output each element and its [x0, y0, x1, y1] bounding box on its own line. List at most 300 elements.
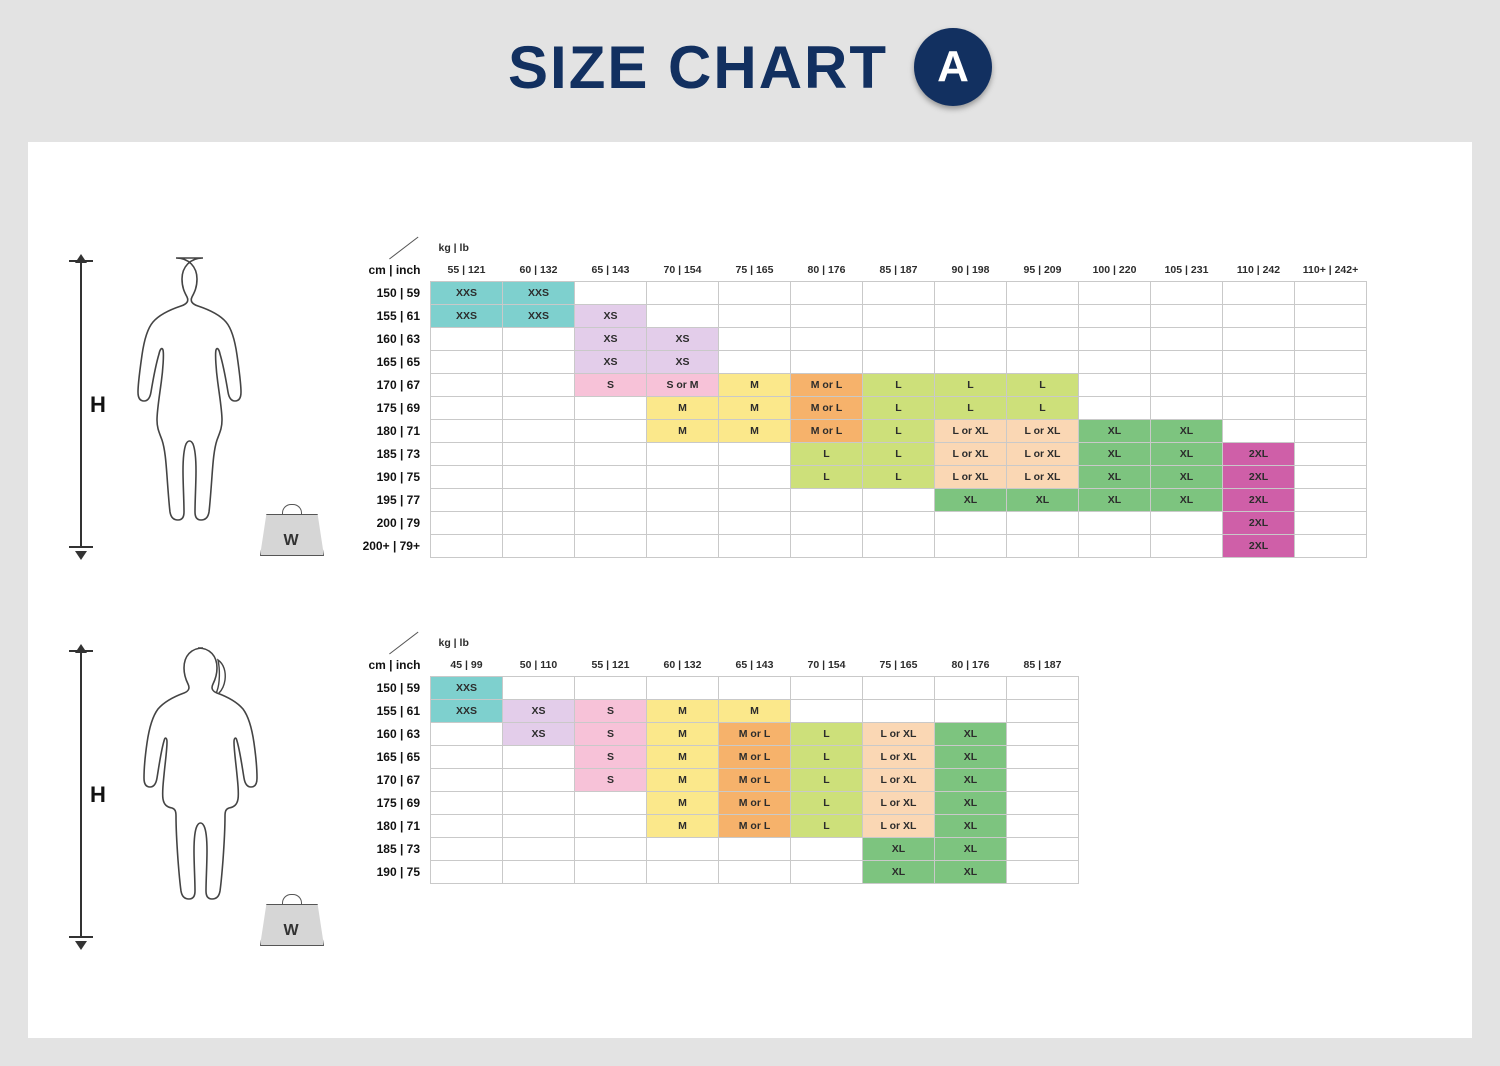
empty-cell — [935, 351, 1007, 374]
empty-cell — [719, 512, 791, 535]
empty-cell — [1007, 815, 1079, 838]
empty-cell — [1295, 305, 1367, 328]
empty-cell — [1151, 397, 1223, 420]
size-cell: M — [719, 397, 791, 420]
empty-cell — [1151, 328, 1223, 351]
size-cell: L — [863, 443, 935, 466]
empty-cell — [863, 305, 935, 328]
size-cell: M or L — [719, 769, 791, 792]
size-cell: M — [647, 397, 719, 420]
size-cell: L or XL — [863, 769, 935, 792]
size-cell: L or XL — [1007, 443, 1079, 466]
empty-cell — [647, 838, 719, 861]
size-cell: XL — [1079, 466, 1151, 489]
empty-cell — [1007, 677, 1079, 700]
empty-cell — [719, 489, 791, 512]
column-header-7: 80 | 176 — [951, 659, 990, 671]
empty-cell — [1151, 535, 1223, 558]
empty-cell — [1223, 305, 1295, 328]
empty-cell — [1295, 282, 1367, 305]
size-cell: XL — [1079, 443, 1151, 466]
table-row — [328, 723, 1079, 746]
size-cell: M — [647, 700, 719, 723]
table-row — [328, 420, 1367, 443]
empty-cell — [1007, 769, 1079, 792]
size-cell: L or XL — [863, 792, 935, 815]
empty-cell — [1151, 512, 1223, 535]
page-title: SIZE CHART — [508, 33, 888, 101]
empty-cell — [1295, 351, 1367, 374]
size-cell: XXS — [431, 282, 503, 305]
size-cell: XS — [575, 305, 647, 328]
column-header-2: 55 | 121 — [591, 659, 630, 671]
empty-cell — [503, 489, 575, 512]
empty-cell — [791, 861, 863, 884]
row-header-7: 185 | 73 — [376, 447, 420, 461]
empty-cell — [1007, 792, 1079, 815]
row-header-8: 190 | 75 — [376, 865, 420, 879]
size-cell: XXS — [431, 305, 503, 328]
size-cell: L — [863, 420, 935, 443]
size-cell: 2XL — [1223, 443, 1295, 466]
empty-cell — [1295, 328, 1367, 351]
size-cell: M or L — [791, 420, 863, 443]
size-cell: XL — [1151, 443, 1223, 466]
table-row — [328, 861, 1079, 884]
size-cell: XL — [935, 838, 1007, 861]
empty-cell — [1007, 512, 1079, 535]
size-cell: 2XL — [1223, 535, 1295, 558]
size-cell: XL — [935, 746, 1007, 769]
table-row — [328, 535, 1367, 558]
size-cell: L — [863, 466, 935, 489]
empty-cell — [431, 746, 503, 769]
empty-cell — [431, 397, 503, 420]
size-cell: S — [575, 700, 647, 723]
empty-cell — [1295, 535, 1367, 558]
size-cell: 2XL — [1223, 489, 1295, 512]
empty-cell — [431, 489, 503, 512]
empty-cell — [575, 282, 647, 305]
empty-cell — [647, 535, 719, 558]
size-cell: XL — [935, 769, 1007, 792]
size-cell: XL — [863, 861, 935, 884]
empty-cell — [575, 838, 647, 861]
size-cell: XS — [575, 351, 647, 374]
womens-size-table-wrap — [328, 632, 1079, 884]
size-cell: M — [647, 792, 719, 815]
row-header-9: 195 | 77 — [376, 493, 420, 507]
empty-cell — [1295, 489, 1367, 512]
size-cell: S — [575, 769, 647, 792]
empty-cell — [935, 535, 1007, 558]
empty-cell — [1007, 838, 1079, 861]
row-header-2: 160 | 63 — [376, 727, 420, 741]
empty-cell — [503, 792, 575, 815]
empty-cell — [575, 535, 647, 558]
empty-cell — [503, 351, 575, 374]
empty-cell — [935, 512, 1007, 535]
size-cell: M or L — [719, 746, 791, 769]
size-cell: L — [863, 397, 935, 420]
empty-cell — [503, 838, 575, 861]
empty-cell — [431, 374, 503, 397]
male-silhouette-icon — [128, 252, 278, 552]
mens-size-table — [328, 237, 1367, 558]
empty-cell — [575, 861, 647, 884]
size-cell: XXS — [503, 282, 575, 305]
empty-cell — [1223, 282, 1295, 305]
weight-label-female: W — [283, 922, 299, 939]
table-row — [328, 305, 1367, 328]
size-cell: L or XL — [935, 420, 1007, 443]
y-axis-unit-label: cm | inch — [368, 263, 421, 278]
empty-cell — [791, 282, 863, 305]
column-header-10: 105 | 231 — [1164, 264, 1209, 276]
column-header-2: 65 | 143 — [591, 264, 630, 276]
empty-cell — [575, 420, 647, 443]
empty-cell — [647, 489, 719, 512]
size-cell: XL — [935, 723, 1007, 746]
column-header-11: 110 | 242 — [1236, 264, 1281, 276]
empty-cell — [1007, 305, 1079, 328]
size-cell: M — [647, 420, 719, 443]
empty-cell — [863, 328, 935, 351]
empty-cell — [647, 677, 719, 700]
unit-header-row — [328, 632, 1079, 654]
empty-cell — [1223, 351, 1295, 374]
size-cell: L — [863, 374, 935, 397]
empty-cell — [1007, 861, 1079, 884]
empty-cell — [1223, 374, 1295, 397]
empty-cell — [1151, 305, 1223, 328]
axis-corner — [328, 237, 431, 259]
size-cell: S — [575, 723, 647, 746]
size-cell: M or L — [791, 397, 863, 420]
row-header-1: 155 | 61 — [376, 309, 420, 323]
empty-cell — [503, 512, 575, 535]
empty-cell — [1007, 328, 1079, 351]
empty-cell — [1151, 351, 1223, 374]
x-axis-unit-label: kg | lb — [438, 242, 469, 254]
empty-cell — [791, 838, 863, 861]
y-axis-unit-label: cm | inch — [368, 658, 421, 673]
empty-cell — [1079, 535, 1151, 558]
empty-cell — [1007, 282, 1079, 305]
x-axis-unit-label: kg | lb — [438, 637, 469, 649]
height-arrow-up-male — [75, 254, 87, 263]
row-header-5: 175 | 69 — [376, 796, 420, 810]
empty-cell — [935, 700, 1007, 723]
height-axis-male — [80, 260, 82, 548]
column-header-9: 100 | 220 — [1092, 264, 1137, 276]
empty-cell — [935, 328, 1007, 351]
size-cell: S — [575, 374, 647, 397]
male-figure-block — [68, 252, 328, 562]
empty-cell — [863, 677, 935, 700]
column-header-4: 75 | 165 — [735, 264, 774, 276]
empty-cell — [1295, 512, 1367, 535]
table-row — [328, 397, 1367, 420]
size-cell: L — [791, 792, 863, 815]
empty-cell — [1007, 700, 1079, 723]
size-cell: XXS — [431, 677, 503, 700]
column-header-1: 60 | 132 — [519, 264, 558, 276]
empty-cell — [935, 677, 1007, 700]
size-cell: 2XL — [1223, 512, 1295, 535]
empty-cell — [431, 769, 503, 792]
empty-cell — [719, 861, 791, 884]
empty-cell — [575, 512, 647, 535]
empty-cell — [503, 466, 575, 489]
empty-cell — [431, 535, 503, 558]
size-cell: L or XL — [1007, 420, 1079, 443]
column-header-6: 85 | 187 — [879, 264, 918, 276]
row-header-3: 165 | 65 — [376, 750, 420, 764]
table-row — [328, 374, 1367, 397]
height-arrow-up-female — [75, 644, 87, 653]
weight-icon-male — [260, 504, 322, 556]
female-figure-block — [68, 642, 328, 952]
empty-cell — [647, 861, 719, 884]
column-header-4: 65 | 143 — [735, 659, 774, 671]
size-cell: L — [1007, 397, 1079, 420]
row-header-11: 200+ | 79+ — [362, 539, 420, 553]
empty-cell — [719, 282, 791, 305]
empty-cell — [647, 282, 719, 305]
table-row — [328, 815, 1079, 838]
empty-cell — [1007, 723, 1079, 746]
empty-cell — [1007, 535, 1079, 558]
size-cell: M — [719, 700, 791, 723]
empty-cell — [719, 443, 791, 466]
table-row — [328, 792, 1079, 815]
table-row — [328, 443, 1367, 466]
table-row — [328, 838, 1079, 861]
height-label-female: H — [90, 782, 106, 807]
size-cell: XS — [647, 328, 719, 351]
size-cell: L or XL — [863, 815, 935, 838]
empty-cell — [791, 512, 863, 535]
size-cell: L — [935, 374, 1007, 397]
height-label-male: H — [90, 392, 106, 417]
empty-cell — [1007, 746, 1079, 769]
empty-cell — [1079, 512, 1151, 535]
size-cell: XXS — [503, 305, 575, 328]
empty-cell — [1151, 282, 1223, 305]
weight-icon-female — [260, 894, 322, 946]
empty-cell — [431, 815, 503, 838]
size-cell: L or XL — [935, 466, 1007, 489]
size-cell: XL — [935, 792, 1007, 815]
size-cell: XXS — [431, 700, 503, 723]
unit-header-row — [328, 237, 1367, 259]
size-cell: XL — [1079, 489, 1151, 512]
size-cell: L or XL — [1007, 466, 1079, 489]
empty-cell — [863, 489, 935, 512]
size-cell: XL — [1151, 489, 1223, 512]
size-cell: XL — [1079, 420, 1151, 443]
size-cell: XS — [503, 723, 575, 746]
empty-cell — [431, 466, 503, 489]
size-cell: L — [791, 723, 863, 746]
empty-cell — [1079, 328, 1151, 351]
row-header-6: 180 | 71 — [376, 819, 420, 833]
size-cell: L — [791, 466, 863, 489]
table-row — [328, 282, 1367, 305]
empty-cell — [791, 305, 863, 328]
empty-cell — [791, 700, 863, 723]
size-cell: XL — [1007, 489, 1079, 512]
empty-cell — [503, 535, 575, 558]
title-wrap — [0, 28, 1500, 106]
empty-cell — [1079, 397, 1151, 420]
table-row — [328, 677, 1079, 700]
empty-cell — [1007, 351, 1079, 374]
size-cell: M — [719, 420, 791, 443]
empty-cell — [647, 512, 719, 535]
row-header-8: 190 | 75 — [376, 470, 420, 484]
empty-cell — [575, 397, 647, 420]
size-cell: M — [647, 769, 719, 792]
table-row — [328, 351, 1367, 374]
empty-cell — [503, 861, 575, 884]
size-cell: M or L — [791, 374, 863, 397]
row-header-1: 155 | 61 — [376, 704, 420, 718]
table-row — [328, 746, 1079, 769]
empty-cell — [431, 351, 503, 374]
size-cell: M — [647, 746, 719, 769]
table-row — [328, 489, 1367, 512]
empty-cell — [431, 512, 503, 535]
empty-cell — [1295, 466, 1367, 489]
table-row — [328, 512, 1367, 535]
mens-size-table-wrap — [328, 237, 1367, 558]
row-header-4: 170 | 67 — [376, 378, 420, 392]
size-cell: L or XL — [863, 723, 935, 746]
empty-cell — [719, 328, 791, 351]
size-cell: L or XL — [863, 746, 935, 769]
axis-corner — [328, 632, 431, 654]
empty-cell — [503, 815, 575, 838]
empty-cell — [1295, 420, 1367, 443]
empty-cell — [1151, 374, 1223, 397]
size-cell: XL — [935, 489, 1007, 512]
column-header-row — [328, 654, 1079, 677]
size-cell: M or L — [719, 815, 791, 838]
size-cell: 2XL — [1223, 466, 1295, 489]
size-cell: L — [1007, 374, 1079, 397]
empty-cell — [575, 792, 647, 815]
empty-cell — [431, 838, 503, 861]
female-silhouette-icon — [128, 642, 278, 942]
empty-cell — [1295, 374, 1367, 397]
empty-cell — [575, 815, 647, 838]
row-header-2: 160 | 63 — [376, 332, 420, 346]
size-cell: XL — [1151, 420, 1223, 443]
column-header-row — [328, 259, 1367, 282]
height-arrow-down-female — [75, 941, 87, 950]
table-row — [328, 769, 1079, 792]
empty-cell — [719, 535, 791, 558]
size-cell: L — [791, 746, 863, 769]
empty-cell — [863, 351, 935, 374]
empty-cell — [431, 792, 503, 815]
empty-cell — [1079, 282, 1151, 305]
header — [0, 0, 1500, 142]
column-header-7: 90 | 198 — [951, 264, 990, 276]
column-header-3: 70 | 154 — [663, 264, 702, 276]
empty-cell — [575, 466, 647, 489]
empty-cell — [431, 420, 503, 443]
size-cell: L — [935, 397, 1007, 420]
empty-cell — [719, 838, 791, 861]
empty-cell — [719, 305, 791, 328]
empty-cell — [719, 351, 791, 374]
empty-cell — [935, 282, 1007, 305]
column-header-5: 70 | 154 — [807, 659, 846, 671]
size-cell: XL — [935, 861, 1007, 884]
row-header-0: 150 | 59 — [376, 286, 420, 300]
empty-cell — [1223, 420, 1295, 443]
empty-cell — [503, 420, 575, 443]
empty-cell — [719, 466, 791, 489]
column-header-3: 60 | 132 — [663, 659, 702, 671]
empty-cell — [863, 282, 935, 305]
size-cell: M or L — [719, 723, 791, 746]
womens-size-table — [328, 632, 1079, 884]
table-row — [328, 700, 1079, 723]
empty-cell — [575, 677, 647, 700]
size-cell: M — [647, 723, 719, 746]
size-cell: M or L — [719, 792, 791, 815]
empty-cell — [503, 769, 575, 792]
empty-cell — [503, 746, 575, 769]
empty-cell — [503, 374, 575, 397]
empty-cell — [431, 328, 503, 351]
chart-sheet — [28, 142, 1472, 1038]
empty-cell — [791, 328, 863, 351]
empty-cell — [647, 305, 719, 328]
variant-badge: A — [914, 28, 992, 106]
empty-cell — [503, 328, 575, 351]
empty-cell — [791, 489, 863, 512]
column-header-12: 110+ | 242+ — [1302, 264, 1359, 276]
size-cell: S — [575, 746, 647, 769]
empty-cell — [431, 861, 503, 884]
empty-cell — [431, 723, 503, 746]
size-cell: XL — [935, 815, 1007, 838]
empty-cell — [1079, 374, 1151, 397]
size-cell: M — [719, 374, 791, 397]
column-header-5: 80 | 176 — [807, 264, 846, 276]
size-cell: XL — [1151, 466, 1223, 489]
size-cell: XL — [863, 838, 935, 861]
empty-cell — [1223, 328, 1295, 351]
empty-cell — [575, 443, 647, 466]
column-header-8: 85 | 187 — [1023, 659, 1062, 671]
row-header-5: 175 | 69 — [376, 401, 420, 415]
row-header-6: 180 | 71 — [376, 424, 420, 438]
empty-cell — [1079, 305, 1151, 328]
size-cell: L — [791, 769, 863, 792]
table-row — [328, 466, 1367, 489]
row-header-10: 200 | 79 — [376, 516, 420, 530]
empty-cell — [719, 677, 791, 700]
size-cell: S or M — [647, 374, 719, 397]
row-header-0: 150 | 59 — [376, 681, 420, 695]
row-header-4: 170 | 67 — [376, 773, 420, 787]
